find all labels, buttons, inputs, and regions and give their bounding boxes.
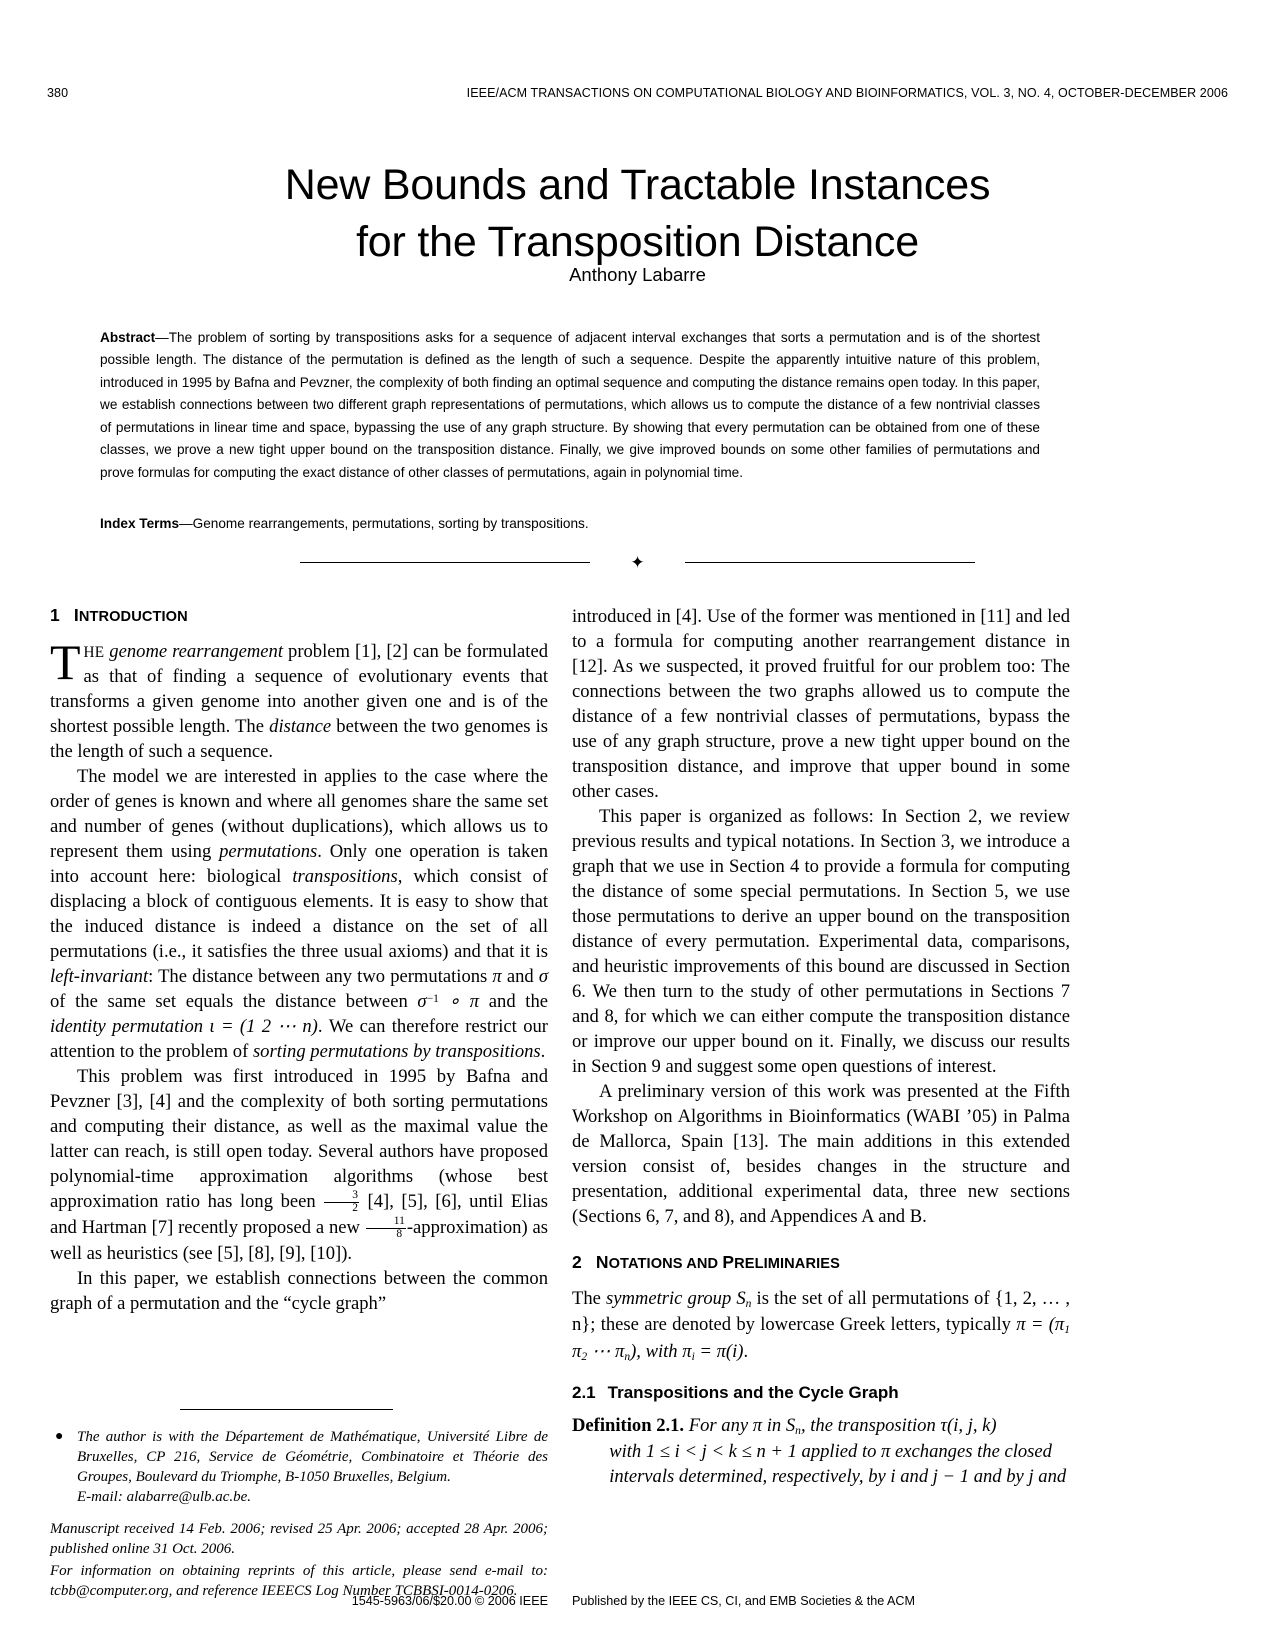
math-pi-sub-1: 1 xyxy=(1064,1324,1070,1337)
p2-text-c: , which consist of displacing a block of contiguous elements. It is easy to show that the induced distance is indeed a distance on the set of all permutations (i.e., it satisfies the three usual axioms) and that it is xyxy=(50,865,548,962)
math-compose-pi: ∘ π xyxy=(438,990,480,1012)
definition-line-3-text: intervals determined, respectively, by i and j − 1 and by j and xyxy=(609,1466,1067,1488)
math-S-defn: S xyxy=(785,1414,796,1436)
divider-rule-right xyxy=(685,562,975,563)
section-number: 2 xyxy=(572,1252,582,1272)
section-title-initial-a: N xyxy=(595,1252,609,1272)
notations-paragraph xyxy=(572,1286,1070,1366)
intro-text-1b: problem [1], [2] can be formulated as that of finding a sequence of evolutionary events that transforms a given genome into another given one and is of the shortest possible length. The xyxy=(50,640,548,737)
p2-italic-sorting-permutations: sorting permutations by transpositions xyxy=(252,1040,541,1062)
right-paragraph-2: This paper is organized as follows: In Section 2, we review previous results and typical notations. In Section 3, we introduce a graph that we use in Section 4 to provide a formula for computing the distance of some special permutations. In Section 5, we use those permutations to derive an upper bound on the transposition distance of every permutation. Experimental data, comparisons, and heuristic improvements of this bound are discussed in Section 6. We then turn to the study of other permutations in Sections 7 and 8, for which we can either compute the transposition distance or improve our upper bound on it. Finally, we discuss our results in Section 9 and suggest some open questions of interest. xyxy=(572,806,1070,1077)
intro-text-1c: between the two genomes is the length of such a sequence. xyxy=(50,715,548,762)
fraction-eleven-eighths xyxy=(366,1216,406,1241)
math-pi-tuple-d: ), with π xyxy=(630,1341,692,1363)
definition-2-1-line-3 xyxy=(572,1464,1070,1489)
affiliation-line-2: Bruxelles, CP 216, Service de Géométrie, Combinatoire et Théorie des xyxy=(77,1448,548,1465)
math-pi-1: π xyxy=(492,965,502,987)
notations-text-c: ; these are denoted by lowercase Greek letters, typically xyxy=(590,1314,1017,1336)
right-paragraph-3: A preliminary version of this work was presented at the Fifth Workshop on Algorithms in Bioinformatics (WABI ’05) in Palma de Mallorca, Spain [13]. The main additions in this extended version consist of, besides changes in the structure and presentation, additional experimental data, three new sections (Sections 6, 7, and 8), and Appendices A and B. xyxy=(572,1081,1070,1227)
diamond-icon: ✦ xyxy=(630,553,645,572)
math-S-defn-subscript: n xyxy=(795,1424,801,1437)
page-folio-number: 380 xyxy=(47,86,69,100)
index-terms-dash: — xyxy=(179,516,193,531)
section-title-initial-b: P xyxy=(722,1252,735,1272)
reprints-line-2: tcbb@computer.org, and reference IEEECS Log Number TCBBSI-0014-0206. xyxy=(50,1582,518,1599)
drop-cap-letter: T xyxy=(50,633,81,690)
p2-italic-left-invariant: left-invariant xyxy=(50,965,149,987)
math-iota-identity: ι = (1 2 ⋯ n) xyxy=(209,1015,318,1037)
footnote-manuscript-dates xyxy=(50,1520,548,1560)
notations-text-a: The xyxy=(572,1287,607,1309)
footnote-separator-rule xyxy=(180,1409,393,1410)
p3-text-b: [4], [5], [6], until Elias and Hartman [7] recently proposed a new xyxy=(50,1190,548,1238)
math-pi-of-i: = π(i) xyxy=(694,1341,744,1363)
fraction-numerator: 3 xyxy=(324,1190,359,1203)
section-title-rest: NTRODUCTION xyxy=(78,609,188,625)
subsection-title: Transpositions and the Cycle Graph xyxy=(607,1382,899,1402)
abstract xyxy=(100,327,1040,484)
math-S-subscript: n xyxy=(745,1297,752,1310)
affiliation-line-1: The author is with the Département de Mathématique, Université Libre de xyxy=(77,1429,548,1445)
p2-italic-transpositions: transpositions xyxy=(292,865,398,887)
subsection-number: 2.1 xyxy=(572,1382,596,1402)
intro-paragraph-3 xyxy=(50,1064,548,1266)
footnote-block xyxy=(50,1428,548,1604)
author-name: Anthony Labarre xyxy=(569,264,706,285)
section-title-and: AND xyxy=(682,1256,723,1272)
footer-publisher: Published by the IEEE CS, CI, and EMB Societies & the ACM xyxy=(572,1594,915,1608)
p2-text-f: of the same set equals the distance between xyxy=(50,990,418,1012)
math-pi-tuple-c: ⋯ π xyxy=(587,1341,625,1363)
body-column-left xyxy=(50,604,548,1316)
intro-paragraph-4: In this paper, we establish connections between the common graph of a permutation and the “cycle graph” xyxy=(50,1267,548,1314)
index-terms-label: Index Terms xyxy=(100,516,180,531)
intro-paragraph-1 xyxy=(50,633,548,764)
math-tau-i-j-k: τ(i, j, k) xyxy=(940,1414,997,1436)
paper-title-line-2: for the Transposition Distance xyxy=(356,217,919,266)
ornament-divider xyxy=(300,552,975,574)
definition-2-1-line-2 xyxy=(572,1439,1070,1464)
section-title-rest-b: RELIMINARIES xyxy=(734,1256,840,1272)
right-paragraph-1: introduced in [4]. Use of the former was mentioned in [11] and led to a formula for computing another rearrangement distance in [12]. As we suspected, it proved fruitful for our problem too: The connections between the two graphs allowed us to compute the distance of a few nontrivial classes of permutations, bypass the use of any graph structure, prove a new tight upper bound on the transposition distance, and improve that upper bound in some other cases. xyxy=(572,606,1070,802)
math-sigma-1: σ xyxy=(538,965,548,987)
subsection-heading-transpositions xyxy=(572,1382,1070,1405)
index-terms xyxy=(100,513,1040,535)
section-title-initial: I xyxy=(73,605,79,625)
p2-text-a: The model we are interested in applies to the case where the order of genes is known and where all genomes share the same set and number of genes (without duplications), which allows us to represent them using xyxy=(50,765,548,862)
journal-reference-line: IEEE/ACM TRANSACTIONS ON COMPUTATIONAL BIOLOGY AND BIOINFORMATICS, VOL. 3, NO. 4, OCTOBER-DECEMBER 2006 xyxy=(466,86,1228,100)
p2-text-d: : The distance between any two permutations xyxy=(148,965,493,987)
definition-text-b: in xyxy=(762,1414,786,1436)
affiliation-line-3: Groupes, Boulevard du Triomphe, B-1050 Bruxelles, Belgium. xyxy=(77,1468,451,1485)
index-terms-text: Genome rearrangements, permutations, sorting by transpositions. xyxy=(192,516,589,531)
abstract-dash: — xyxy=(155,330,169,345)
p2-text-j: . We can therefore restrict our attention to the problem of xyxy=(50,1015,549,1062)
section-heading-introduction xyxy=(50,604,548,628)
section-heading-notations xyxy=(572,1251,1070,1275)
intro-italic-genome-rearrangement: genome rearrangement xyxy=(109,640,283,662)
intro-smallcaps: HE xyxy=(83,643,105,661)
p2-text-e: and xyxy=(501,965,539,987)
math-pi-defn: π xyxy=(752,1414,763,1436)
math-set-1-to-n: {1, 2, … , n} xyxy=(572,1287,1070,1336)
fraction-denominator: 2 xyxy=(352,1202,358,1214)
abstract-label: Abstract xyxy=(100,330,156,345)
manuscript-line-1: Manuscript received 14 Feb. 2006; revised 25 Apr. 2006; accepted 28 Apr. xyxy=(50,1520,509,1537)
p2-text-g: and the xyxy=(479,990,548,1012)
abstract-text: The problem of sorting by transpositions asks for a sequence of adjacent interval exchanges that sorts a permutation and is of the shortest possible length. The distance of the permutation is defined as the length of such a sequence. Despite the apparently intuitive nature of this problem, introduced in 1995 by Bafna and Pevzner, the complexity of both finding an optimal sequence and computing the distance remains open today. In this paper, we establish connections between two different graph representations of permutations, which allows us to compute the distance of a few nontrivial classes of permutations in linear time and space, bypassing the use of any graph structure. By showing that every permutation can be obtained from one of these classes, we prove a new tight upper bound on the transposition distance. Finally, we give improved bounds on some other families of permutations and prove formulas for computing the exact distance of other classes of permutations, again in polynomial time. xyxy=(100,330,1040,480)
paper-title-line-1: New Bounds and Tractable Instances xyxy=(284,160,991,209)
definition-text-c: , the transposition xyxy=(800,1414,941,1436)
bullet-icon: ● xyxy=(55,1429,64,1444)
p3-text-a: This problem was first introduced in 1995 by Bafna and Pevzner [3], [4] and the complexity of both sorting permutations and computing their distance, as well as the maximal value the latter can reach, is still open today. Several authors have proposed polynomial-time approximation algorithms (whose best approximation ratio has long been xyxy=(50,1065,548,1212)
running-head xyxy=(47,86,1228,104)
math-pi-sub-n: n xyxy=(624,1351,631,1364)
footer-issn-copyright: 1545-5963/06/$20.00 © 2006 IEEE xyxy=(351,1594,548,1608)
definition-line-2-text: with 1 ≤ i < j < k ≤ n + 1 applied to π exchanges the closed xyxy=(609,1441,1052,1463)
section-title-rest-a: OTATIONS xyxy=(608,1256,683,1272)
notations-italic-symmetric-group: symmetric group xyxy=(606,1287,732,1309)
p2-text-b: . Only one operation is taken into account here: biological xyxy=(50,840,549,887)
p2-italic-permutations: permutations xyxy=(219,840,318,862)
reprints-line-1: For information on obtaining reprints of this article, please send e-mail to: xyxy=(50,1562,548,1579)
section-number: 1 xyxy=(50,605,60,625)
math-S: S xyxy=(736,1287,746,1309)
p2-text-k: . xyxy=(540,1040,546,1062)
math-pi-tuple-open: π = (π xyxy=(1016,1314,1065,1336)
paper-title xyxy=(110,157,1165,271)
affiliation-email: E-mail: alabarre@ulb.ac.be. xyxy=(77,1488,252,1505)
math-pi-sub-2: 2 xyxy=(581,1351,588,1364)
definition-2-1 xyxy=(572,1413,1070,1440)
manuscript-line-2: 2006; published online 31 Oct. 2006. xyxy=(50,1520,549,1557)
footnote-author-affiliation xyxy=(50,1428,548,1508)
fraction-three-halves xyxy=(324,1190,359,1215)
p2-italic-identity-permutation: identity permutation xyxy=(50,1015,204,1037)
fraction-denominator: 8 xyxy=(396,1228,403,1241)
definition-text-a: For any xyxy=(684,1414,753,1436)
divider-rule-left xyxy=(300,562,590,563)
p3-text-c: -approximation) as well as heuristics (see [5], [8], [9], [10]). xyxy=(50,1216,549,1264)
math-sigma-exponent: −1 xyxy=(426,992,439,1005)
math-pi-sub-i: i xyxy=(691,1351,695,1364)
body-column-right xyxy=(572,604,1070,1489)
definition-label: Definition 2.1. xyxy=(572,1414,685,1436)
intro-italic-distance: distance xyxy=(269,715,332,737)
math-pi-tuple-b: π xyxy=(572,1341,582,1363)
math-sigma-2: σ xyxy=(417,990,427,1012)
notations-text-d: . xyxy=(743,1341,749,1363)
notations-text-b: is the set of all permutations of xyxy=(751,1287,995,1309)
fraction-numerator: 11 xyxy=(366,1216,406,1229)
intro-paragraph-2 xyxy=(50,764,548,1064)
